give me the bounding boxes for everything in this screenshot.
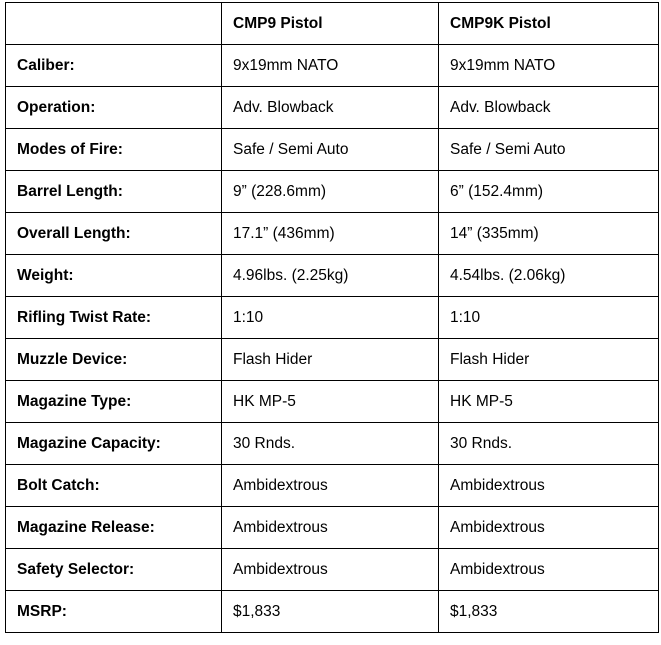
cmp9k-value: Adv. Blowback [439,87,659,129]
row-label: Bolt Catch: [6,465,222,507]
cmp9-value: 4.96lbs. (2.25kg) [222,255,439,297]
spec-table [5,2,659,633]
cmp9-value: HK MP-5 [222,381,439,423]
row-label: Rifling Twist Rate: [6,297,222,339]
table-row [6,45,659,87]
cmp9-value: 9” (228.6mm) [222,171,439,213]
table-row [6,255,659,297]
cmp9k-value: Ambidextrous [439,465,659,507]
cmp9-value: $1,833 [222,591,439,633]
cmp9-value: 1:10 [222,297,439,339]
cmp9-value: Safe / Semi Auto [222,129,439,171]
row-label: Barrel Length: [6,171,222,213]
row-label: Caliber: [6,45,222,87]
cmp9k-value: 1:10 [439,297,659,339]
header-cell-cmp9: CMP9 Pistol [222,3,439,45]
header-cell-empty [6,3,222,45]
row-label: Weight: [6,255,222,297]
cmp9-value: Ambidextrous [222,549,439,591]
cmp9-value: Flash Hider [222,339,439,381]
row-label: Modes of Fire: [6,129,222,171]
cmp9-value: 17.1” (436mm) [222,213,439,255]
cmp9k-value: 9x19mm NATO [439,45,659,87]
cmp9k-value: Ambidextrous [439,507,659,549]
row-label: Muzzle Device: [6,339,222,381]
cmp9-value: 9x19mm NATO [222,45,439,87]
cmp9-value: Ambidextrous [222,507,439,549]
table-row [6,423,659,465]
table-row [6,591,659,633]
cmp9k-value: Flash Hider [439,339,659,381]
row-label: MSRP: [6,591,222,633]
table-row [6,171,659,213]
row-label: Overall Length: [6,213,222,255]
table-row [6,297,659,339]
table-row [6,465,659,507]
table-row [6,87,659,129]
cmp9-value: Ambidextrous [222,465,439,507]
row-label: Operation: [6,87,222,129]
table-row [6,507,659,549]
row-label: Safety Selector: [6,549,222,591]
cmp9k-value: $1,833 [439,591,659,633]
table-row [6,549,659,591]
cmp9k-value: Ambidextrous [439,549,659,591]
row-label: Magazine Type: [6,381,222,423]
header-cell-cmp9k: CMP9K Pistol [439,3,659,45]
cmp9k-value: 6” (152.4mm) [439,171,659,213]
cmp9k-value: Safe / Semi Auto [439,129,659,171]
cmp9-value: Adv. Blowback [222,87,439,129]
cmp9k-value: 30 Rnds. [439,423,659,465]
table-row [6,213,659,255]
table-row [6,339,659,381]
cmp9k-value: 4.54lbs. (2.06kg) [439,255,659,297]
header-row [6,3,659,45]
cmp9-value: 30 Rnds. [222,423,439,465]
table-row [6,381,659,423]
table-row [6,129,659,171]
cmp9k-value: HK MP-5 [439,381,659,423]
row-label: Magazine Capacity: [6,423,222,465]
cmp9k-value: 14” (335mm) [439,213,659,255]
row-label: Magazine Release: [6,507,222,549]
